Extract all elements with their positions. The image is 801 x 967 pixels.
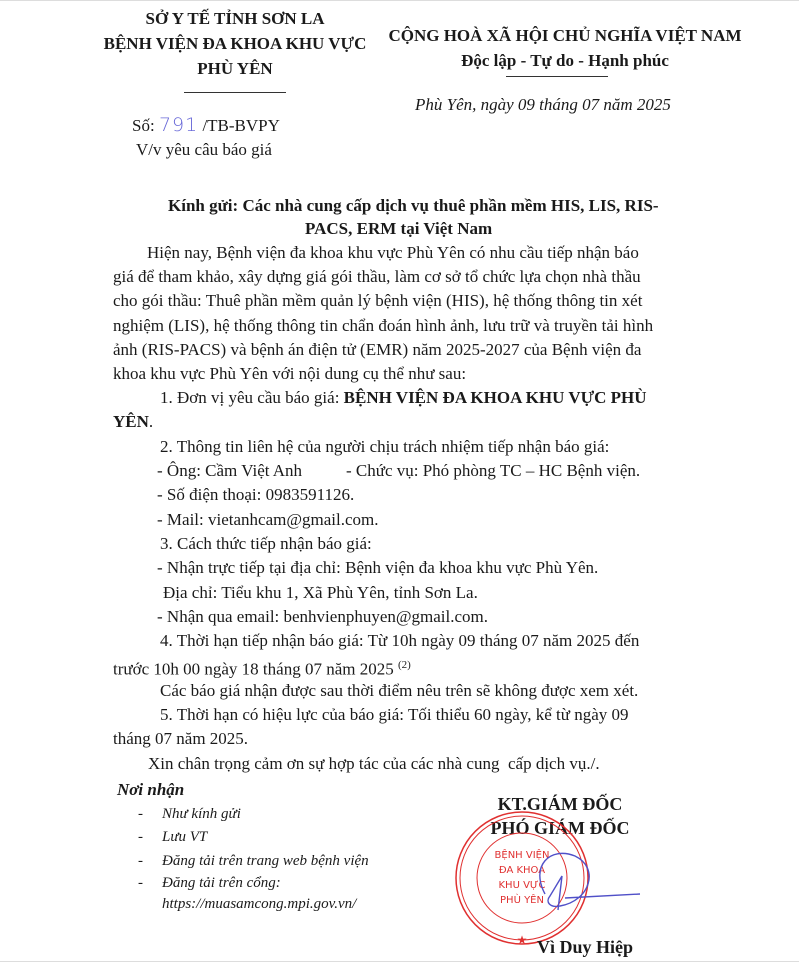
recipient-item — [138, 827, 208, 847]
item-1-label: 1. Đơn vị yêu cầu báo giá: — [160, 388, 344, 407]
thanks: Xin chân trọng cảm ơn sự hợp tác của các nhà cung cấp dịch vụ./. — [148, 754, 600, 773]
body-line: giá để tham khảo, xây dựng giá gói thầu, làm cơ sở tổ chức lựa chọn nhà thầu — [113, 267, 641, 286]
stamp-text: PHÙ YÊN — [500, 895, 544, 906]
recipient-item — [138, 873, 281, 893]
hospital-name-line2: PHÙ YÊN — [197, 59, 273, 78]
recipient-line1: Kính gửi: Các nhà cung cấp dịch vụ thuê phần mềm HIS, LIS, RIS- — [168, 196, 659, 215]
stamp-text: ĐA KHOA — [498, 865, 546, 876]
number-suffix: /TB-BVPY — [202, 116, 280, 135]
recipient-line2: PACS, ERM tại Việt Nam — [305, 219, 493, 238]
recipient-text: Đăng tải trên cổng: — [162, 875, 281, 891]
recipient-text: Đăng tải trên trang web bệnh viện — [162, 853, 369, 869]
signature-scribble — [540, 853, 640, 910]
receive-email: - Nhận qua email: benhvienphuyen@gmail.com. — [157, 607, 489, 626]
contact-name: - Ông: Cầm Việt Anh — [157, 461, 303, 480]
recipient-item — [138, 804, 241, 824]
handwritten-number: 791 — [158, 114, 199, 136]
recipient-text: Lưu VT — [162, 829, 208, 845]
official-stamp — [450, 806, 670, 956]
item-3: 3. Cách thức tiếp nhận báo giá: — [160, 534, 372, 553]
period: . — [148, 412, 154, 431]
national-title: CỘNG HOÀ XÃ HỘI CHỦ NGHĨA VIỆT NAM — [388, 26, 742, 45]
item-1-value-cont: YÊN — [113, 412, 149, 431]
address: Địa chỉ: Tiểu khu 1, Xã Phù Yên, tỉnh Sơn La. — [163, 583, 478, 602]
recipient-item — [138, 851, 369, 871]
late-note: Các báo giá nhận được sau thời điểm nêu trên sẽ không được xem xét. — [160, 681, 639, 700]
bullet: - — [138, 829, 143, 845]
footnote-marker: (2) — [397, 659, 411, 671]
document-number — [132, 115, 280, 136]
item-4-cont — [113, 655, 411, 680]
signer-name: Vì Duy Hiệp — [536, 937, 633, 957]
contact-phone: - Số điện thoại: 0983591126. — [157, 485, 355, 504]
signature-subtitle: PHÓ GIÁM ĐỐC — [490, 818, 630, 838]
national-motto: Độc lập - Tự do - Hạnh phúc — [461, 51, 669, 70]
body-line: cho gói thầu: Thuê phần mềm quản lý bệnh viện (HIS), hệ thống thông tin xét — [113, 291, 643, 310]
stamp-text: BỆNH VIỆN — [494, 850, 550, 861]
contact-position: - Chức vụ: Phó phòng TC – HC Bệnh viện. — [346, 461, 641, 480]
document-date: Phù Yên, ngày 09 tháng 07 năm 2025 — [415, 95, 671, 114]
department-name: SỞ Y TẾ TỈNH SƠN LA — [145, 9, 325, 28]
item-4: 4. Thời hạn tiếp nhận báo giá: Từ 10h ngày 09 tháng 07 năm 2025 đến — [160, 631, 640, 650]
divider — [506, 76, 608, 77]
stamp-outer-ring — [456, 812, 588, 944]
body-line: nghiệm (LIS), hệ thống thông tin chẩn đoán hình ảnh, lưu trữ và truyền tải hình — [113, 316, 654, 335]
number-prefix: Số: — [132, 116, 155, 135]
item-1 — [160, 388, 647, 408]
stamp-text: KHU VỰC — [498, 880, 546, 891]
item-1-value: BỆNH VIỆN ĐA KHOA KHU VỰC PHÙ — [343, 388, 647, 407]
receive-direct: - Nhận trực tiếp tại địa chỉ: Bệnh viện đa khoa khu vực Phù Yên. — [157, 558, 599, 577]
item-5-cont: tháng 07 năm 2025. — [113, 729, 249, 748]
body-line: ảnh (RIS-PACS) và bệnh án điện tử (EMR) năm 2025-2027 của Bệnh viện đa — [113, 340, 642, 359]
signature-title: KT.GIÁM ĐỐC — [497, 794, 623, 814]
stamp-inner-ring — [477, 833, 567, 923]
contact-mail: - Mail: vietanhcam@gmail.com. — [157, 510, 379, 529]
bullet: - — [138, 806, 143, 822]
stamp-star: ★ — [516, 933, 528, 947]
subject-line: V/v yêu câu báo giá — [136, 140, 272, 159]
recipient-text: Như kính gửi — [162, 806, 241, 822]
bullet: - — [138, 853, 143, 869]
body-line: khoa khu vực Phù Yên với nội dung cụ thể như sau: — [113, 364, 467, 383]
stamp-outer-ring — [460, 816, 584, 940]
body-line: Hiện nay, Bệnh viện đa khoa khu vực Phù Yên có nhu cầu tiếp nhận báo — [147, 243, 639, 262]
bullet: - — [138, 875, 143, 891]
divider — [184, 92, 286, 93]
item-1-cont — [113, 412, 153, 432]
portal-link[interactable]: https://muasamcong.mpi.gov.vn/ — [162, 896, 357, 912]
item-5: 5. Thời hạn có hiệu lực của báo giá: Tối thiểu 60 ngày, kể từ ngày 09 — [160, 705, 629, 724]
recipients-title: Nơi nhận — [117, 780, 185, 799]
deadline: trước 10h 00 ngày 18 tháng 07 năm 2025 — [113, 659, 398, 679]
hospital-name-line1: BỆNH VIỆN ĐA KHOA KHU VỰC — [103, 34, 367, 53]
item-2: 2. Thông tin liên hệ của người chịu trách nhiệm tiếp nhận báo giá: — [160, 437, 610, 456]
